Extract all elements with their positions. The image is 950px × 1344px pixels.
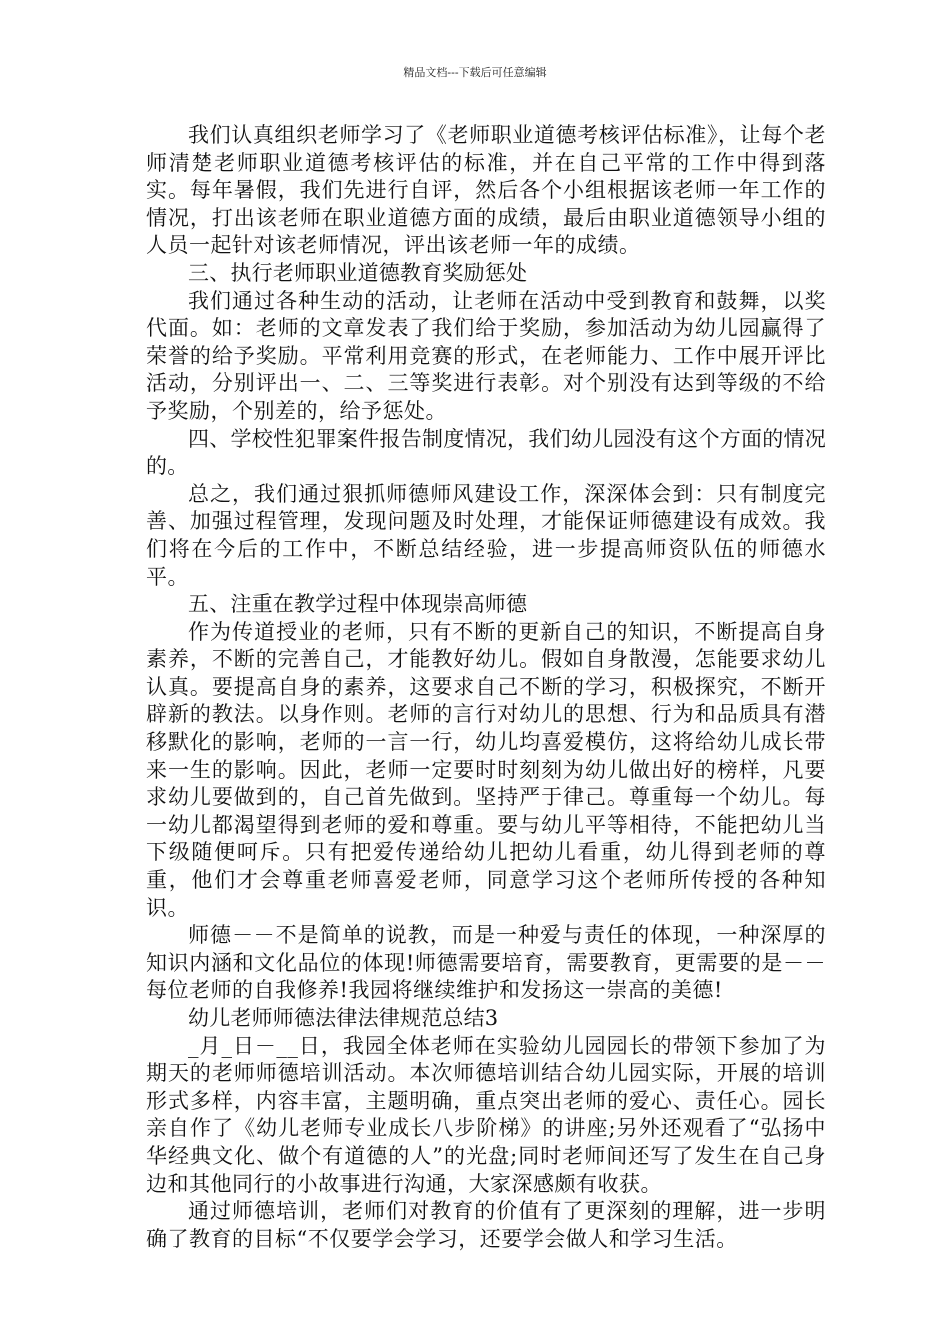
body-paragraph: 总之，我们通过狠抓师德师风建设工作，深深体会到：只有制度完善、加强过程管理，发现问题及时处理，才能保证师德建设有成效。我们将在今后的工作中，不断总结经验，进一步提高师资队伍的师德水平。 (146, 481, 826, 589)
body-paragraph: 我们通过各种生动的活动，让老师在活动中受到教育和鼓舞，以奖代面。如：老师的文章发表了我们给于奖励，参加活动为幼儿园赢得了荣誉的给予奖励。平常利用竞赛的形式，在老师能力、工作中展开评比活动，分别评出一、二、三等奖进行表彰。对个别没有达到等级的不给予奖励，个别差的，给予惩处。 (146, 288, 826, 423)
body-paragraph: 师德－－不是简单的说教，而是一种爱与责任的体现，一种深厚的知识内涵和文化品位的体现!师德需要培育，需要教育，更需要的是－－每位老师的自我修养!我园将继续维护和发扬这一崇高的美德! (146, 923, 826, 1003)
body-paragraph: 我们认真组织老师学习了《老师职业道德考核评估标准》，让每个老师清楚老师职业道德考核评估的标准，并在自己平常的工作中得到落实。每年暑假，我们先进行自评，然后各个小组根据该老师一年工作的情况，打出该老师在职业道德方面的成绩，最后由职业道德领导小组的人员一起针对该老师情况，评出该老师一年的成绩。 (146, 123, 826, 258)
page-header: 精品文档---下载后可任意编辑 (403, 66, 547, 79)
body-paragraph: _月_日－__日，我园全体老师在实验幼儿园园长的带领下参加了为期天的老师师德培训活动。本次师德培训结合幼儿园实际，开展的培训形式多样，内容丰富，主题明确，重点突出老师的爱心、责任心。园长亲自作了《幼儿老师专业成长八步阶梯》的讲座;另外还观看了“弘扬中华经典文化、做个有道德的人”的光盘;同时老师间还写了发生在自己身边和其他同行的小故事进行沟通，大家深感颇有收获。 (146, 1033, 826, 1196)
section-heading: 五、注重在教学过程中体现崇高师德 (188, 592, 528, 617)
section-title: 幼儿老师师德法律法律规范总结3 (188, 1006, 499, 1030)
body-paragraph: 通过师德培训，老师们对教育的价值有了更深刻的理解，进一步明确了教育的目标“不仅要学会学习，还要学会做人和学习生活。 (146, 1199, 826, 1251)
section-heading: 三、执行老师职业道德教育奖励惩处 (188, 260, 528, 285)
section-heading: 四、学校性犯罪案件报告制度情况，我们幼儿园没有这个方面的情况的。 (146, 426, 826, 479)
body-paragraph: 作为传道授业的老师，只有不断的更新自己的知识，不断提高自身素养，不断的完善自己，才能教好幼儿。假如自身散漫，怎能要求幼儿认真。要提高自身的素养，这要求自己不断的学习，积极探究，不断开辟新的教法。以身作则。老师的言行对幼儿的思想、行为和品质具有潜移默化的影响，老师的一言一行，幼儿均喜爱模仿，这将给幼儿成长带来一生的影响。因此，老师一定要时时刻刻为幼儿做出好的榜样，凡要求幼儿要做到的，自己首先做到。坚持严于律己。尊重每一个幼儿。每一幼儿都渴望得到老师的爱和尊重。要与幼儿平等相待，不能把幼儿当下级随便呵斥。只有把爱传递给幼儿把幼儿看重，幼儿得到老师的尊重，他们才会尊重老师喜爱老师，同意学习这个老师所传授的各种知识。 (146, 619, 826, 920)
document-body (146, 122, 826, 1253)
